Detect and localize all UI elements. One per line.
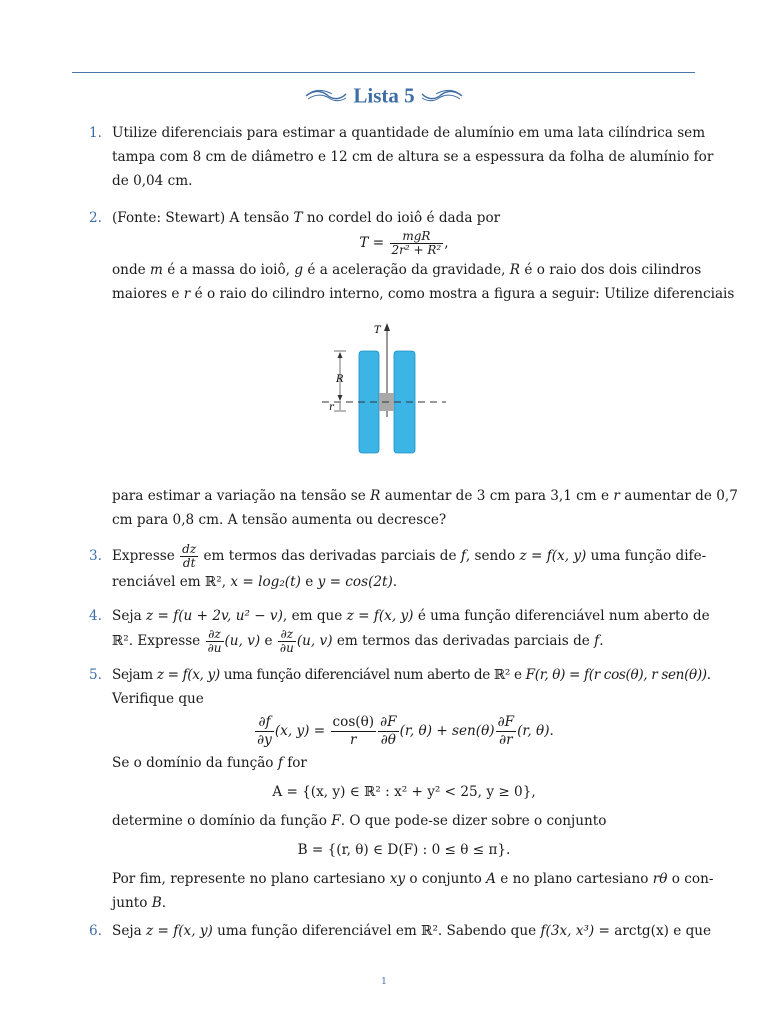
problem-text-line: Utilize diferenciais para estimar a quantidade de alumínio em uma lata cilíndrica sem bbox=[112, 125, 706, 141]
problem-text-line: onde m é a massa do ioiô, g é a aceleração da gravidade, R é o raio dos dois cilindros bbox=[112, 262, 702, 278]
problem-number: 3. bbox=[89, 548, 102, 564]
problem-text-line: (Fonte: Stewart) A tensão T no cordel do ioiô é dada por bbox=[112, 210, 501, 226]
problem-text-line: Se o domínio da função f for bbox=[112, 755, 307, 771]
problem-text-line: de 0,04 cm. bbox=[112, 173, 193, 189]
domain-a-formula: A = {(x, y) ∈ ℝ² : x² + y² < 25, y ≥ 0}, bbox=[272, 784, 536, 800]
problem-text-line: para estimar a variação na tensão se R aumentar de 3 cm para 3,1 cm e r aumentar de 0,7 bbox=[112, 488, 738, 504]
problem-2 bbox=[89, 206, 735, 306]
problem-number: 6. bbox=[89, 923, 102, 939]
problem-text-line: Verifique que bbox=[112, 691, 204, 707]
right-flourish-icon bbox=[421, 89, 463, 103]
tension-arrow-icon bbox=[384, 323, 390, 331]
problem-text-line: Por fim, represente no plano cartesiano xy o conjunto A e no plano cartesiano rθ o con- bbox=[112, 871, 714, 887]
problem-text-line: determine o domínio da função F. O que pode-se dizer sobre o conjunto bbox=[112, 813, 607, 829]
problem-text-line: Sejam z = f(x, y) uma função diferenciável num aberto de ℝ² e F(r, θ) = f(r cos(θ), r sen(θ)). bbox=[112, 667, 711, 683]
problem-2-continued bbox=[112, 484, 738, 532]
problem-text-line: Expresse $\frac{dz}{dt}$ em termos das derivadas parciais de f, sendo z = f(x, y) uma função dife- bbox=[112, 542, 707, 570]
problem-text-line: maiores e r é o raio do cilindro interno, como mostra a figura a seguir: Utilize diferenciais bbox=[112, 286, 735, 302]
problem-4 bbox=[89, 604, 710, 655]
problem-text-line: tampa com 8 cm de diâmetro e 12 cm de altura se a espessura da folha de alumínio for bbox=[112, 149, 714, 165]
inner-radius-label: r bbox=[329, 402, 334, 413]
problem-number: 5. bbox=[89, 667, 102, 683]
problem-text-line: Seja z = f(u + 2v, u² − v), em que z = f(x, y) é uma função diferenciável num aberto de bbox=[112, 608, 710, 624]
problem-number: 4. bbox=[89, 608, 102, 624]
page-number: 1 bbox=[381, 977, 387, 987]
left-flourish-icon bbox=[305, 89, 347, 103]
problem-6 bbox=[89, 919, 712, 943]
problem-5 bbox=[89, 663, 714, 915]
problem-number: 2. bbox=[89, 210, 102, 226]
tension-formula: T = $\frac{\text{mgR}}{\text{2r² + R²}}$ , bbox=[359, 229, 449, 257]
problem-text-line: cm para 0,8 cm. A tensão aumenta ou decresce? bbox=[112, 512, 447, 528]
problem-text-line: ℝ². Expresse $\frac{\partial z}{\partial u}$ (u, v) e $\frac{\partial z}{\partial u}$ (u, v) em termos das derivadas parciais de f. bbox=[112, 627, 604, 655]
page-title: Lista 5 bbox=[0, 82, 768, 109]
problem-text-line: Seja z = f(x, y) uma função diferenciável em ℝ². Sabendo que f(3x, x³) = arctg(x) e que bbox=[112, 923, 712, 939]
yoyo-figure bbox=[318, 322, 448, 457]
problem-3 bbox=[89, 542, 707, 594]
problem-text-line: renciável em ℝ², x = log₂(t) e y = cos(2t). bbox=[112, 574, 398, 590]
radius-label: R bbox=[336, 374, 344, 385]
header-rule bbox=[72, 72, 695, 73]
problem-1 bbox=[89, 121, 714, 193]
verification-formula: $\frac{\partial f}{\partial y}$ (x, y) = $\frac{\cos(\theta)}{r}$ $\frac{\partial F}{\partial\theta}$ (r, θ) + sen(θ) $\frac{\partial F}{\partial r}$ (r, θ). bbox=[257, 714, 554, 748]
tension-label: T bbox=[374, 325, 381, 336]
set-b-formula: B = {(r, θ) ∈ D(F) : 0 ≤ θ ≤ π}. bbox=[297, 842, 511, 858]
problem-number: 1. bbox=[89, 125, 102, 141]
problem-text-line: junto B. bbox=[112, 895, 167, 911]
